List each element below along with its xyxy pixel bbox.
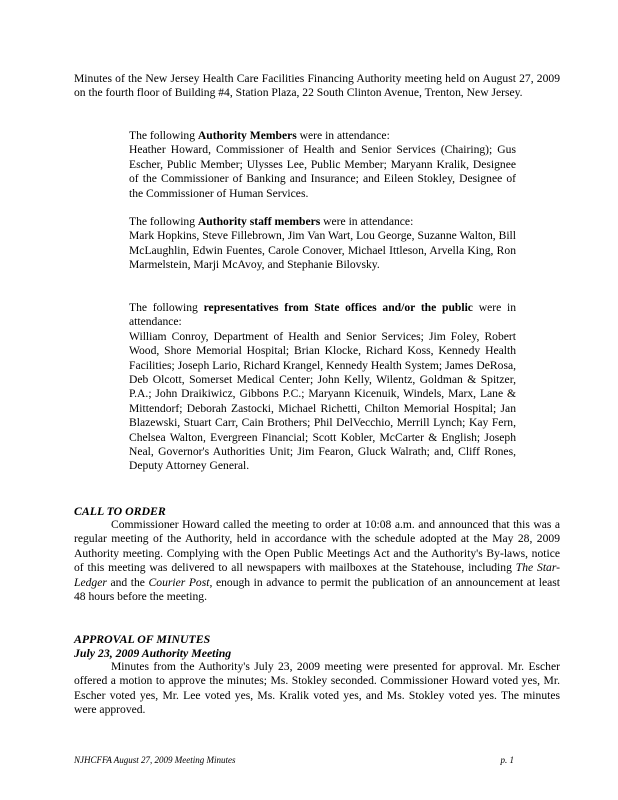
page-footer bbox=[74, 755, 514, 765]
members-lead: The following Authority Members were in attendance: bbox=[129, 129, 390, 142]
members-attendance bbox=[129, 129, 516, 201]
approval-paragraph: Minutes from the Authority's July 23, 2009 meeting were presented for approval. Mr. Escher offered a motion to approve the minutes; Ms. Stokley seconded. Commissioner Howard voted yes, Mr. Escher voted yes, Mr. Lee voted yes, Ms. Kralik voted yes, and Ms. Stokley voted yes. The minutes were approved. bbox=[74, 660, 560, 717]
public-lead: The following representatives from State offices and/or the public were in attendance: bbox=[129, 301, 516, 329]
call-to-order-paragraph: Commissioner Howard called the meeting to order at 10:08 a.m. and announced that this was a regular meeting of the Authority, held in accordance with the schedule adopted at the May 28, 2009 Authority meeting. Complying with the Open Public Meetings Act and the Authority's By-laws, notice of this meeting was delivered to all newspapers with mailboxes at the Statehouse, including The Star-Ledger and the Courier Post, enough in advance to permit the publication of an announcement at least 48 hours before the meeting. bbox=[74, 518, 560, 604]
public-attendance bbox=[129, 301, 516, 474]
staff-list: Mark Hopkins, Steve Fillebrown, Jim Van Wart, Lou George, Suzanne Walton, Bill McLaughlin, Edwin Fuentes, Carole Conover, Michael Ittleson, Arvella King, Ron Marmelstein, Marji McAvoy, and Stephanie Bilovsky. bbox=[129, 229, 516, 272]
approval-subheading: July 23, 2009 Authority Meeting bbox=[74, 646, 232, 660]
members-list: Heather Howard, Commissioner of Health and Senior Services (Chairing); Gus Escher, Public Member; Ulysses Lee, Public Member; Maryann Kralik, Designee of the Commissioner of Banking and Insurance; and Eileen Stokley, Designee of the Commissioner of Human Services. bbox=[129, 143, 516, 200]
intro-paragraph: Minutes of the New Jersey Health Care Facilities Financing Authority meeting held on August 27, 2009 on the fourth floor of Building #4, Station Plaza, 22 South Clinton Avenue, Trenton, New Jersey. bbox=[74, 72, 560, 100]
staff-lead: The following Authority staff members were in attendance: bbox=[129, 215, 414, 228]
public-list: William Conroy, Department of Health and Senior Services; Jim Foley, Robert Wood, Shore Memorial Hospital; Brian Klocke, Richard Koss, Kennedy Health Facilities; Joseph Lario, Richard Krangel, Kennedy Health System; James DeRosa, Deb Olcott, Somerset Medical Center; John Kelly, Wilentz, Goldman & Spitzer, P.A.; John Draikiwicz, Gibbons P.C.; Maryann Kicenuik, Windels, Marx, Lane & Mittendorf; Deborah Zastocki, Michael Richetti, Chilton Memorial Hospital; Jan Blazewski, Stuart Carr, Cain Brothers; Phil DelVecchio, Merrill Lynch; Kay Fern, Chelsea Walton, Evergreen Financial; Scott Kobler, McCarter & English; Joseph Neal, Governor's Authorities Unit; Jim Fearon, Gluck Walrath; and, Cliff Rones, Deputy Attorney General. bbox=[129, 329, 516, 473]
call-to-order-heading: CALL TO ORDER bbox=[74, 504, 166, 518]
footer-title: NJHCFFA August 27, 2009 Meeting Minutes bbox=[74, 755, 236, 765]
staff-attendance bbox=[129, 215, 516, 273]
page-number: p. 1 bbox=[500, 755, 514, 765]
approval-heading: APPROVAL OF MINUTES bbox=[74, 632, 211, 646]
